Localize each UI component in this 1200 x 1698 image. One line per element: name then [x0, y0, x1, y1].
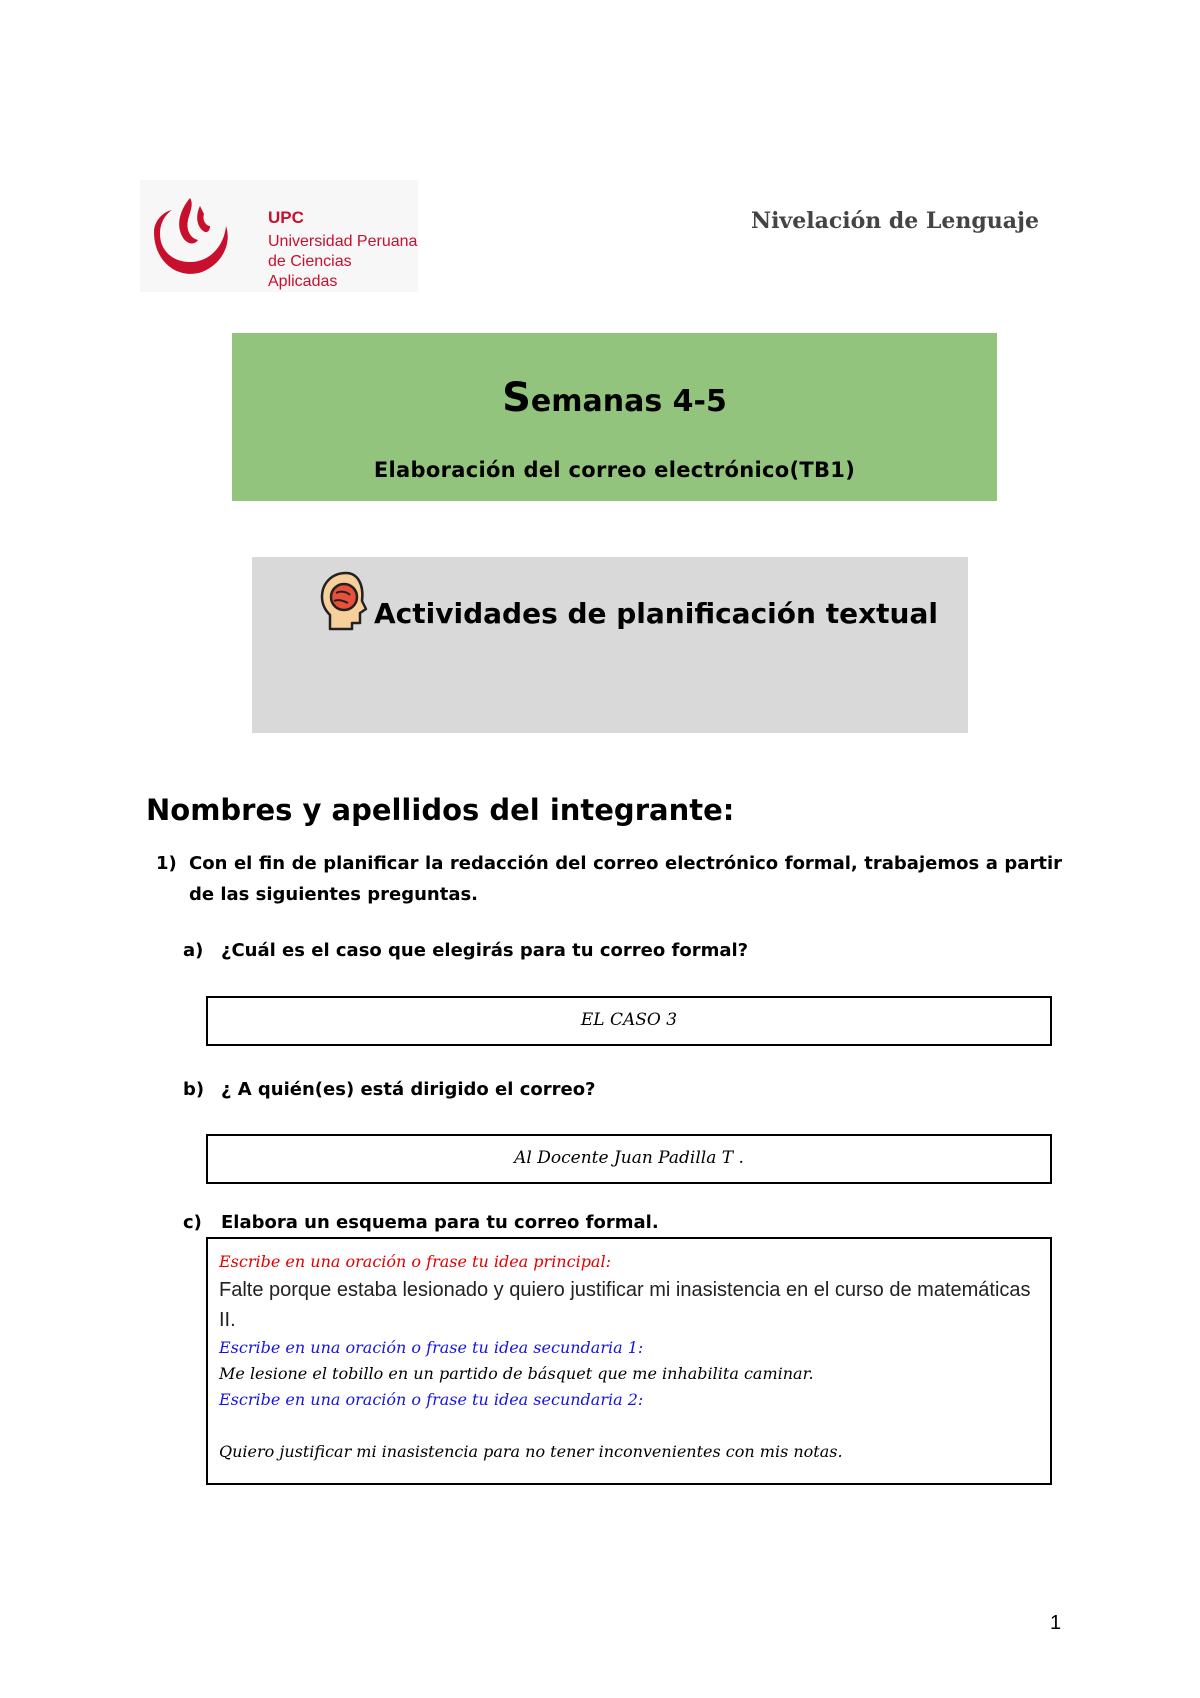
question-1-number: 1): [156, 853, 177, 874]
week-title-initial: S: [502, 375, 531, 421]
week-subtitle: Elaboración del correo electrónico(TB1): [373, 458, 856, 482]
head-brain-icon: [318, 569, 374, 635]
secondary-idea-1-prompt: Escribe en una oración o frase tu idea secundaria 1:: [219, 1338, 644, 1357]
question-a: [183, 940, 748, 961]
question-b: [183, 1079, 596, 1100]
week-title-rest: emanas 4-5: [530, 384, 727, 419]
week-title: [232, 375, 997, 421]
member-name-heading: Nombres y apellidos del integrante:: [146, 793, 735, 827]
secondary-idea-2-prompt: Escribe en una oración o frase tu idea secundaria 2:: [219, 1390, 644, 1409]
activity-box: [252, 557, 968, 733]
secondary-idea-2-answer[interactable]: Quiero justificar mi inasistencia para no tener inconvenientes con mis notas.: [219, 1442, 843, 1461]
email-outline-box[interactable]: [206, 1237, 1052, 1485]
question-c-text: Elabora un esquema para tu correo formal.: [221, 1212, 659, 1233]
upc-logo: [140, 180, 418, 292]
secondary-idea-1-answer[interactable]: Me lesione el tobillo en un partido de básquet que me inhabilita caminar.: [219, 1364, 814, 1383]
activity-title: Actividades de planificación textual: [374, 597, 938, 630]
week-title-box: [232, 333, 997, 501]
upc-emblem-icon: [144, 190, 236, 282]
question-b-label: b): [183, 1079, 205, 1100]
spacer: [219, 1413, 1039, 1439]
answer-a-field[interactable]: EL CASO 3: [206, 996, 1052, 1046]
logo-name-line1: Universidad Peruana: [268, 233, 418, 250]
course-title: Nivelación de Lenguaje: [750, 208, 1039, 234]
question-1: [156, 848, 1062, 910]
question-c-label: c): [183, 1212, 202, 1233]
question-b-text: ¿ A quién(es) está dirigido el correo?: [221, 1079, 596, 1100]
question-a-text: ¿Cuál es el caso que elegirás para tu correo formal?: [221, 940, 749, 961]
question-a-label: a): [183, 940, 204, 961]
main-idea-prompt: Escribe en una oración o frase tu idea principal:: [219, 1252, 611, 1271]
question-1-text: Con el fin de planificar la redacción del correo electrónico formal, trabajemos a partir de las siguientes preguntas.: [189, 853, 1062, 905]
answer-b-field[interactable]: Al Docente Juan Padilla T .: [206, 1134, 1052, 1184]
logo-name-line2: de Ciencias Aplicadas: [268, 253, 352, 290]
page-number: 1: [1050, 1612, 1062, 1634]
question-c: [183, 1212, 659, 1233]
main-idea-answer[interactable]: Falte porque estaba lesionado y quiero justificar mi inasistencia en el curso de matemáticas II.: [219, 1279, 1031, 1331]
logo-abbreviation: UPC: [268, 208, 304, 227]
